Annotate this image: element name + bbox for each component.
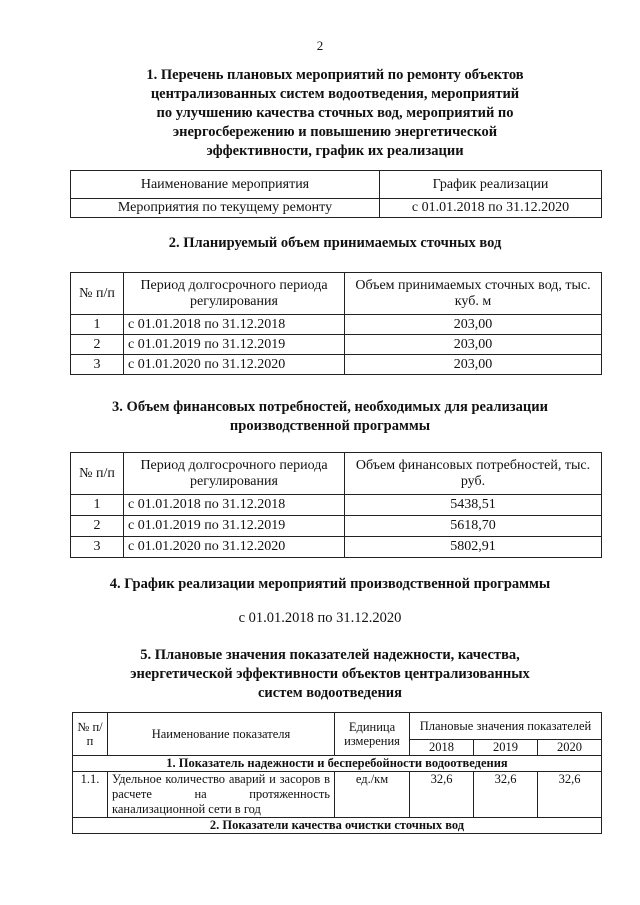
section2-title: 2. Планируемый объем принимаемых сточных вод <box>168 235 502 251</box>
table-cell: 1 <box>71 495 124 516</box>
header-cell: Плановые значения показателей <box>410 713 602 740</box>
table-row <box>71 516 602 537</box>
table-row <box>71 495 602 516</box>
table-cell: 5438,51 <box>345 495 602 516</box>
header-cell: Объем принимаемых сточных вод, тыс. куб. м <box>345 273 602 315</box>
section3-table <box>70 452 602 558</box>
table-cell: 5618,70 <box>345 516 602 537</box>
table-cell: с 01.01.2019 по 31.12.2019 <box>124 516 345 537</box>
header-cell: № п/п <box>71 273 124 315</box>
header-cell: Единица измерения <box>335 713 410 756</box>
page-number: 2 <box>316 38 324 53</box>
table-cell: 32,6 <box>410 772 474 818</box>
group-header: 2. Показатели качества очистки сточных вод <box>73 818 602 834</box>
table-row <box>71 537 602 558</box>
section1-table <box>70 170 602 218</box>
section5-title-line: энергетической эффективности объектов централизованных <box>130 666 530 682</box>
table-header-row <box>71 273 602 315</box>
table-row <box>73 772 602 818</box>
section1-title-line: централизованных систем водоотведения, мероприятий <box>150 86 520 102</box>
section2-table <box>70 272 602 375</box>
table-cell: ед./км <box>335 772 410 818</box>
table-cell: с 01.01.2020 по 31.12.2020 <box>124 537 345 558</box>
group-header: 1. Показатель надежности и бесперебойности водоотведения <box>73 756 602 772</box>
section5-title-line: систем водоотведения <box>257 685 403 701</box>
header-cell: График реализации <box>380 171 602 199</box>
table-cell: 32,6 <box>538 772 602 818</box>
section1-title-line: по улучшению качества сточных вод, мероприятий по <box>156 105 514 121</box>
header-cell: Объем финансовых потребностей, тыс. руб. <box>345 453 602 495</box>
table-cell: Мероприятия по текущему ремонту <box>71 199 380 218</box>
header-cell: Период долгосрочного периода регулирования <box>124 273 345 315</box>
section1-title-line: 1. Перечень плановых мероприятий по ремонту объектов <box>146 67 524 83</box>
table-row <box>71 199 602 218</box>
section5-title <box>40 646 620 703</box>
header-cell: Наименование показателя <box>108 713 335 756</box>
table-header-row <box>71 453 602 495</box>
section5-title-line: 5. Плановые значения показателей надежности, качества, <box>140 647 520 663</box>
section1-title-line: эффективности, график их реализации <box>206 143 464 159</box>
table-cell: 203,00 <box>345 335 602 355</box>
table-cell: 1 <box>71 315 124 335</box>
section4-title: 4. График реализации мероприятий производственной программы <box>109 576 551 592</box>
table-cell: 32,6 <box>474 772 538 818</box>
table-cell: 3 <box>71 355 124 375</box>
header-cell: Наименование мероприятия <box>71 171 380 199</box>
table-group-row <box>73 818 602 834</box>
table-group-row <box>73 756 602 772</box>
table-row <box>71 315 602 335</box>
header-cell: Период долгосрочного периода регулирования <box>124 453 345 495</box>
section1-title-line: энергосбережению и повышению энергетической <box>172 124 498 140</box>
table-row <box>71 355 602 375</box>
table-cell: 1.1. <box>73 772 108 818</box>
table-cell: Удельное количество аварий и засоров в расчете на протяженность канализационной сети в год <box>108 772 335 818</box>
section4-period: с 01.01.2018 по 31.12.2020 <box>238 610 402 626</box>
table-cell: 2 <box>71 335 124 355</box>
table-cell: с 01.01.2019 по 31.12.2019 <box>124 335 345 355</box>
table-cell: 203,00 <box>345 355 602 375</box>
table-cell: с 01.01.2018 по 31.12.2018 <box>124 495 345 516</box>
table-row <box>71 335 602 355</box>
table-cell: 2 <box>71 516 124 537</box>
section5-table <box>72 712 602 834</box>
header-cell: № п/п <box>73 713 108 756</box>
table-cell: 5802,91 <box>345 537 602 558</box>
section1-title <box>60 66 610 161</box>
section3-title-line: 3. Объем финансовых потребностей, необходимых для реализации <box>112 399 548 415</box>
year-header: 2018 <box>410 740 474 756</box>
table-cell: с 01.01.2020 по 31.12.2020 <box>124 355 345 375</box>
year-header: 2019 <box>474 740 538 756</box>
year-header: 2020 <box>538 740 602 756</box>
table-header-row <box>73 713 602 740</box>
table-header-row <box>71 171 602 199</box>
table-cell: 3 <box>71 537 124 558</box>
table-cell: с 01.01.2018 по 31.12.2018 <box>124 315 345 335</box>
table-cell: 203,00 <box>345 315 602 335</box>
header-cell: № п/п <box>71 453 124 495</box>
section3-title <box>40 398 620 436</box>
table-cell: с 01.01.2018 по 31.12.2020 <box>380 199 602 218</box>
section3-title-line: производственной программы <box>229 418 431 434</box>
